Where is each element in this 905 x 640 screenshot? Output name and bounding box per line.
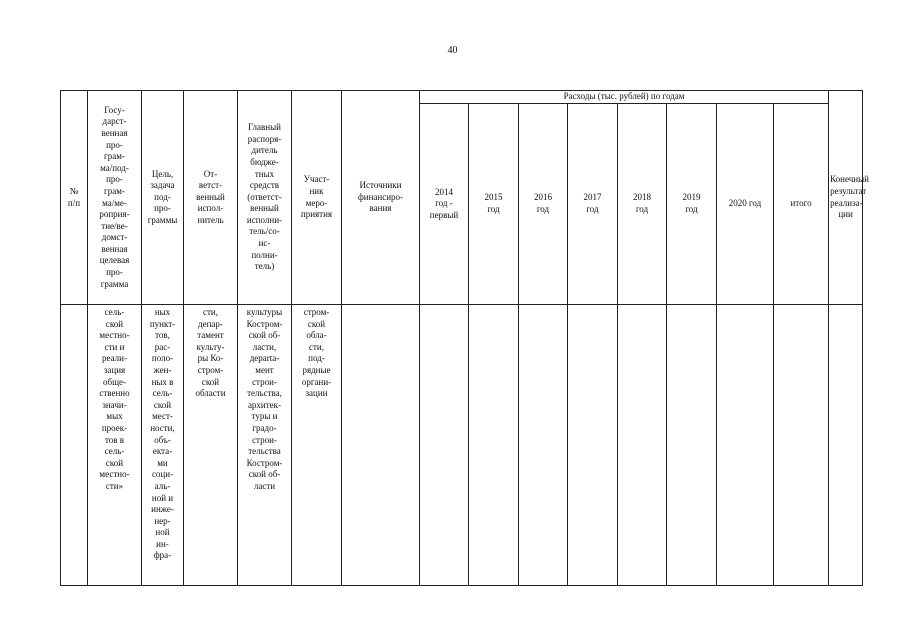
header-year-2018: 2018 год bbox=[618, 104, 667, 305]
cell-year-2020 bbox=[717, 305, 774, 586]
cell-final-result bbox=[829, 305, 863, 586]
header-year-2014: 2014 год - первый bbox=[420, 104, 469, 305]
cell-funding-sources bbox=[342, 305, 420, 586]
header-total: итого bbox=[774, 104, 829, 305]
header-participant: Участ- ник меро- приятия bbox=[292, 91, 342, 305]
cell-year-2014 bbox=[420, 305, 469, 586]
header-year-2019: 2019 год bbox=[667, 104, 717, 305]
table-row bbox=[61, 305, 863, 586]
header-expenses-by-year: Расходы (тыс. рублей) по годам bbox=[420, 91, 829, 104]
header-program: Госу- дарст- венная про- грам- ма/под- про- грам- ма/ме- роприя- тие/ве- домст- венная целевая про- грамма bbox=[88, 91, 142, 305]
cell-year-2015 bbox=[469, 305, 519, 586]
page-number: 40 bbox=[447, 45, 458, 56]
cell-budget-manager: культуры Костром- ской об- ласти, деparta- мент строи- тельства, архитек- туры и градо- строи- тельства Костром- ской об- ласти bbox=[238, 305, 292, 586]
cell-year-2018 bbox=[618, 305, 667, 586]
header-year-2016: 2016 год bbox=[519, 104, 568, 305]
budget-table bbox=[60, 90, 869, 586]
cell-program: сель- ской местно- сти и реали- зация обще- ственно значи- мых проек- тов в сель- ской местно- сти» bbox=[88, 305, 142, 586]
header-year-2020: 2020 год bbox=[717, 104, 774, 305]
cell-year-2017 bbox=[568, 305, 618, 586]
header-funding-sources: Источники финансиро- вания bbox=[342, 91, 420, 305]
cell-responsible: сти, депар- тамент культу- ры Ко- стром- ской области bbox=[184, 305, 238, 586]
header-year-2017: 2017 год bbox=[568, 104, 618, 305]
cell-participant: стром- ской обла- сти, под- рядные органи- зации bbox=[292, 305, 342, 586]
cell-goal: ных пункт- тов, рас- поло- жен- ных в сель- ской мест- ности, объ- екта- ми соци- аль- ной и инже- нер- ной ин- фра- bbox=[142, 305, 184, 586]
cell-num bbox=[61, 305, 88, 586]
header-year-2015: 2015 год bbox=[469, 104, 519, 305]
header-budget-manager: Главный распоря- дитель бюдже- тных средств (ответст- венный исполни- тель/со- ис- полни- тель) bbox=[238, 91, 292, 305]
cell-total bbox=[774, 305, 829, 586]
header-goal: Цель, задача под- про- граммы bbox=[142, 91, 184, 305]
header-responsible: От- ветст- венный испол- нитель bbox=[184, 91, 238, 305]
header-num: № п/п bbox=[61, 91, 88, 305]
header-final-result: Конечный результат реализа- ции bbox=[829, 91, 863, 305]
cell-year-2016 bbox=[519, 305, 568, 586]
cell-year-2019 bbox=[667, 305, 717, 586]
